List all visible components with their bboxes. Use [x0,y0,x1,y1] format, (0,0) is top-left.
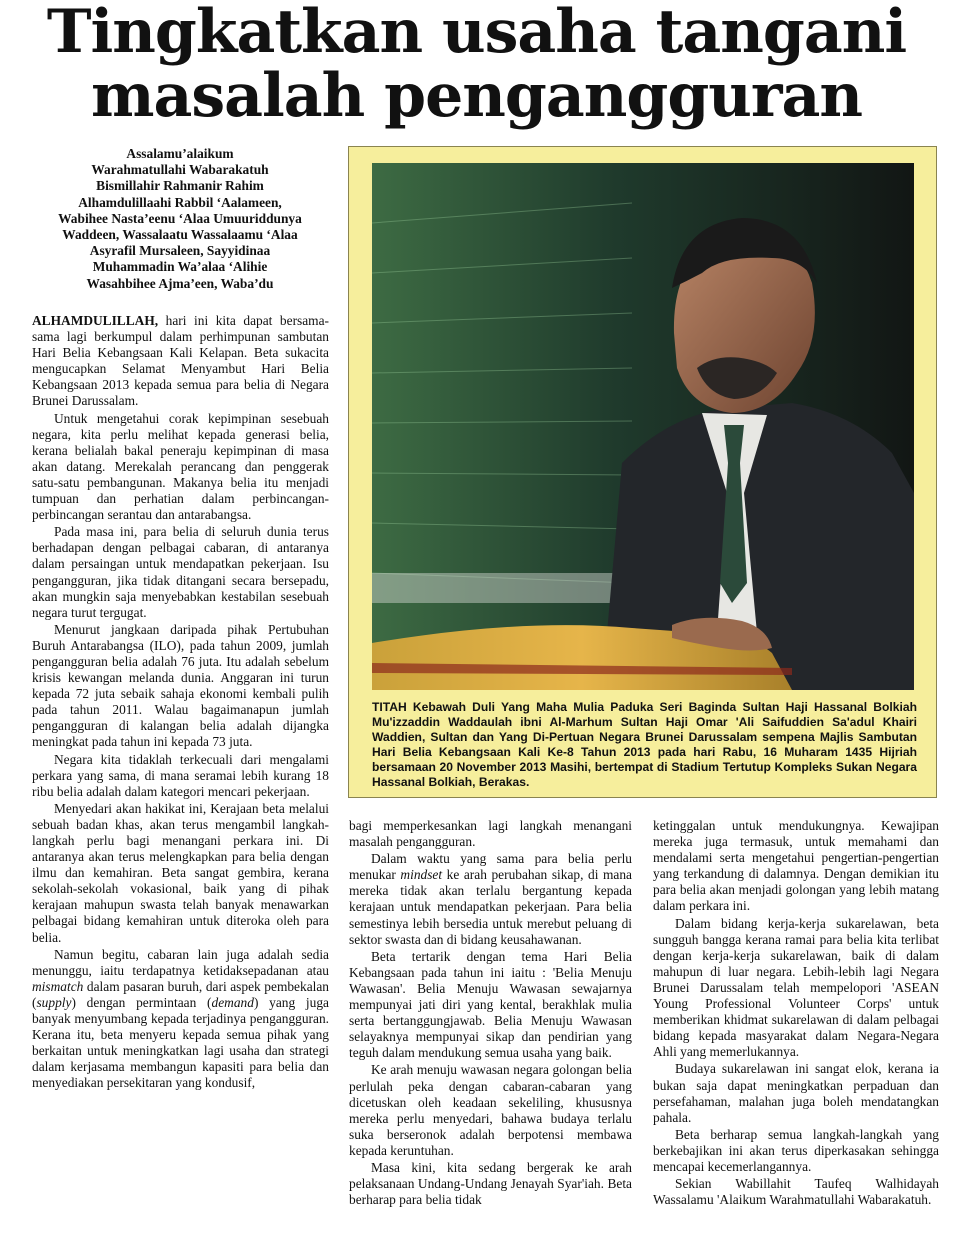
italic-term: demand [211,994,254,1010]
paragraph: Beta tertarik dengan tema Hari Belia Kebangsaan pada tahun ini iaitu : 'Belia Menuju Wawasan'. Belia Menuju Wawasan sewajarnya mempunyai jati diri yang kental, berakhlak mulia serta bertanggungjawab. Belia Menuju Wawasan selayaknya mempunyai sikap dan pendirian yang teguh dalam mendukung semua usaha yang baik. [349,948,632,1061]
greeting-line: Assalamu’alaikum [126,146,234,161]
headline-line-2: masalah pengangguran [90,61,863,131]
paragraph-text: dalam pasaran buruh, dari aspek pembekalan ( [32,978,329,1010]
headline [0,0,953,131]
article-column-1 [32,313,329,1093]
paragraph: Budaya sukarelawan ini sangat elok, kerana ia bukan saja dapat meningkatkan perpaduan dan persefahaman, malahan juga boleh mendatangkan pahala. [653,1061,939,1125]
italic-term: mindset [400,867,443,883]
headline-line-1: Tingkatkan usaha tangani [46,0,907,67]
greeting-line: Asyrafil Mursaleen, Sayyidinaa [89,243,271,259]
article-column-2 [349,818,632,1209]
paragraph-text: Namun begitu, cabaran lain juga adalah sedia menunggu, iaitu terdapatnya ketidaksepadanan atau [32,946,329,978]
lead-word: ALHAMDULILLAH, [32,313,159,328]
greeting-line: Muhammadin Wa’alaa ‘Alihie [92,259,268,275]
paragraph: Masa kini, kita sedang bergerak ke arah pelaksanaan Undang-Undang Jenayah Syar'iah. Beta berharap para belia tidak [349,1159,632,1208]
photo-frame [348,146,937,798]
paragraph [32,313,329,410]
paragraph: Sekian Wabillahit Taufeq Walhidayah Wassalamu 'Alaikum Warahmatullahi Wabarakatuh. [653,1176,939,1208]
paragraph [349,851,632,948]
italic-term: supply [36,994,72,1010]
paragraph: bagi memperkesankan lagi langkah menangani masalah pengangguran. [349,818,632,850]
photo-illustration [372,163,914,690]
paragraph-text: Dalam waktu yang sama para belia perlu menukar [349,851,632,883]
paragraph: Menyedari akan hakikat ini, Kerajaan beta melalui sebuah badan khas, akan terus mengambil langkah-langkah perlu bagi menangani perkara ini. Di antaranya akan terus melengkapkan para belia dengan ilmu dan kemahiran. Beta sangat gembira, kerana sekolah-sekolah vokasional, baik yang di pihak kerajaan mahupun swasta telah banyak menawarkan pelbagai bidang kemahiran untuk diteroka oleh para belia. [32,800,329,945]
greeting-line: Wasahbihee Ajma’een, Waba’du [86,275,274,291]
italic-term: mismatch [32,978,84,994]
greeting-line: Warahmatullahi Wabarakatuh [91,162,269,178]
paragraph-text: ke arah perubahan sikap, di mana mereka tidak akan terlalu bergantung kepada kerajaan untuk mendapatkan pekerjaan. Para belia semestinya lebih bersedia untuk merebut peluang di sektor swasta dan di bidang keusahawanan. [349,867,632,947]
opening-greeting [30,146,330,292]
paragraph: ketinggalan untuk mendukungnya. Kewajipan mereka juga termasuk, untuk memahami dan mendalami serta mengetahui pengertian-pengertian yang terkandung di dalamnya. Dengan demikian itu para belia akan menjadi golongan yang lebih matang dalam perkara ini. [653,818,939,914]
paragraph-text: hari ini kita dapat bersama-sama lagi berkumpul dalam perhimpunan sambutan Hari Belia Kebangsaan Kali Kelapan. Beta sukacita mengucapkan Selamat Menyambut Hari Belia Kebangsaan 2013 kepada semua para belia di Negara Brunei Darussalam. [32,313,329,409]
paragraph: Pada masa ini, para belia di seluruh dunia terus berhadapan dengan pelbagai cabaran, di antaranya dalam persaingan untuk mendapatkan pekerjaan. Isu pengangguran, jika tidak ditangani secara bersepadu, akan mungkin saja menyebabkan kestabilan sesebuah negara turut tergugat. [32,524,329,620]
paragraph: Beta berharap semua langkah-langkah yang berkebajikan ini akan terus diperkasakan sehingga mencapai kecemerlangannya. [653,1126,939,1174]
paragraph: Untuk mengetahui corak kepimpinan sesebuah negara, kita perlu melihat kepada generasi belia, kerana belialah bakal peneraju kepimpinan di masa akan datang. Merekalah perancang dan penggerak satu-satu pembangunan. Makanya belia itu menjadi tumpuan dan perhatian dalam perbincangan-perbincangan serantau dan antarabangsa. [32,410,329,523]
paragraph: Dalam bidang kerja-kerja sukarelawan, beta sungguh bangga kerana ramai para belia kita terlibat dengan kerja-kerja sukarelawan, baik di dalam mahupun di luar negara. Lebih-lebih lagi Negara Brunei Darussalam telah mempelopori 'ASEAN Young Professional Volunteer Corps' untuk memberikan khidmat sukarelawan di dalam pelbagai bidang kepada masyarakat dalam Negara-Negara Ahli yang memerlukannya. [653,915,939,1060]
paragraph: Menurut jangkaan daripada pihak Pertubuhan Buruh Antarabangsa (ILO), pada tahun 2009, jumlah pengangguran belia adalah 76 juta. Itu adalah sebelum krisis kewangan melanda dunia. Anggaran ini turun kepada 72 juta sebaik sahaja ekonomi kembali pulih pada tahun 2011. Walau bagaimanapun jumlah pengangguran di kalangan belia adalah dijangka meningkat pada tahun ini kepada 73 juta. [32,621,329,750]
paragraph-text: ) dengan permintaan ( [71,994,212,1010]
sultan-speech-photo [372,163,914,690]
greeting-line: Alhamdulillaahi Rabbil ‘Aalameen, [78,194,282,210]
paragraph: Ke arah menuju wawasan negara golongan belia perlulah peka dengan cabaran-cabaran yang dicetuskan oleh keadaan sekeliling, khususnya mereka perlu menyedari, bahawa budaya terlalu suka berseronok adalah berpotensi membawa kepada keruntuhan. [349,1062,632,1158]
article-column-3 [653,818,939,1209]
paragraph [32,947,329,1092]
greeting-line: Wabihee Nasta’eenu ‘Alaa Umuuriddunya [58,210,302,226]
paragraph-text: ) yang juga banyak menyumbang kepada terjadinya pengangguran. Kerana itu, beta menyeru kepada semua pihak yang berkaitan untuk meningkatkan lagi usaha dan strategi dalam kerjasama membangun kapasiti para belia dan menyediakan persekitaran yang kondusif, [32,994,329,1091]
paragraph: Negara kita tidaklah terkecuali dari mengalami perkara yang sama, di mana seramai lebih kurang 18 ribu belia adalah dalam kategori mencari pekerjaan. [32,751,329,799]
greeting-line: Waddeen, Wassalaatu Wassalaamu ‘Alaa [62,227,298,243]
greeting-line: Bismillahir Rahmanir Rahim [96,178,264,194]
photo-caption: TITAH Kebawah Duli Yang Maha Mulia Paduka Seri Baginda Sultan Haji Hassanal Bolkiah Mu'izzaddin Waddaulah ibni Al-Marhum Sultan Haji Omar 'Ali Saifuddien Sa'adul Khairi Waddien, Sultan dan Yang Di-Pertuan Negara Brunei Darussalam sempena Majlis Sambutan Hari Belia Kebangsaan Kali Ke-8 Tahun 2013 pada hari Rabu, 16 Muharam 1435 Hijriah bersamaan 20 November 2013 Masihi, bertempat di Stadium Tertutup Kompleks Sukan Negara Hassanal Bolkiah, Berakas. [372,700,917,789]
